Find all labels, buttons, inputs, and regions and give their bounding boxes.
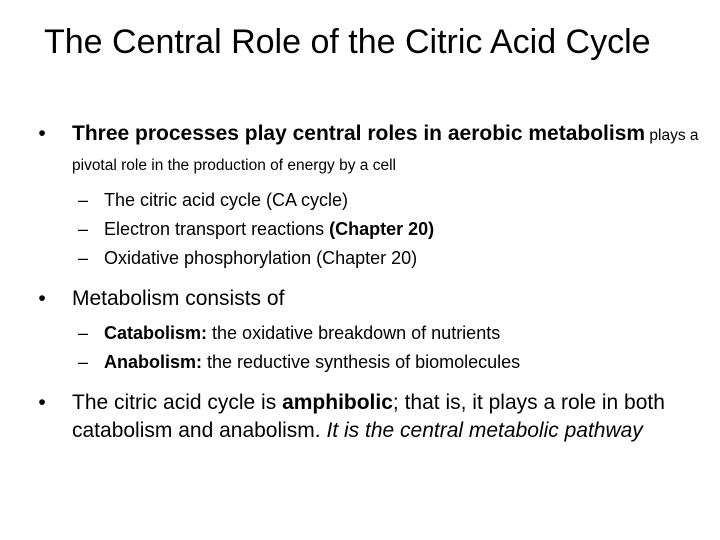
bullet-item-metabolism bbox=[30, 285, 710, 313]
sub-item-citric-acid-cycle bbox=[30, 186, 710, 215]
bullet-lead-text: Three processes play central roles in aerobic metabolism bbox=[72, 122, 646, 145]
sub-item-anabolism bbox=[30, 348, 710, 377]
bullet-item-aerobic-metabolism bbox=[30, 120, 710, 180]
slide-content bbox=[30, 120, 710, 445]
sub-item-text: the reductive synthesis of biomolecules bbox=[202, 352, 521, 372]
bullet-icon: • bbox=[38, 287, 46, 310]
sub-item-oxidative-phosphorylation bbox=[30, 244, 710, 273]
slide-title: The Central Role of the Citric Acid Cycle bbox=[44, 23, 651, 61]
bullet-item-amphibolic bbox=[30, 389, 710, 445]
bullet-tail-text: plays a pivotal role in the production of energy by a cell bbox=[72, 127, 699, 174]
sub-item-electron-transport bbox=[30, 215, 710, 244]
bullet-italic-text: It is the central metabolic pathway bbox=[326, 419, 643, 442]
bullet-icon: • bbox=[38, 122, 46, 145]
sub-item-bold-text: Anabolism: bbox=[104, 352, 203, 372]
bullet-text: The citric acid cycle is bbox=[72, 391, 283, 414]
dash-icon: – bbox=[77, 219, 88, 239]
bullet-icon: • bbox=[38, 391, 46, 414]
dash-icon: – bbox=[77, 323, 88, 343]
bullet-text: Metabolism consists of bbox=[72, 287, 285, 310]
sub-item-text: Oxidative phosphorylation (Chapter 20) bbox=[104, 248, 418, 268]
dash-icon: – bbox=[77, 352, 88, 372]
dash-icon: – bbox=[77, 190, 88, 210]
sub-item-text: Electron transport reactions bbox=[104, 219, 330, 239]
sub-item-bold-text: (Chapter 20) bbox=[329, 219, 435, 239]
sub-item-text: the oxidative breakdown of nutrients bbox=[207, 323, 501, 343]
sub-item-text: The citric acid cycle (CA cycle) bbox=[104, 190, 349, 210]
sub-item-bold-text: Catabolism: bbox=[104, 323, 208, 343]
sub-item-catabolism bbox=[30, 319, 710, 348]
dash-icon: – bbox=[77, 248, 88, 268]
bullet-text-mid: ; that is, it plays a role in both catabolism and anabolism. bbox=[72, 391, 665, 442]
bullet-bold-text: amphibolic bbox=[282, 391, 393, 414]
